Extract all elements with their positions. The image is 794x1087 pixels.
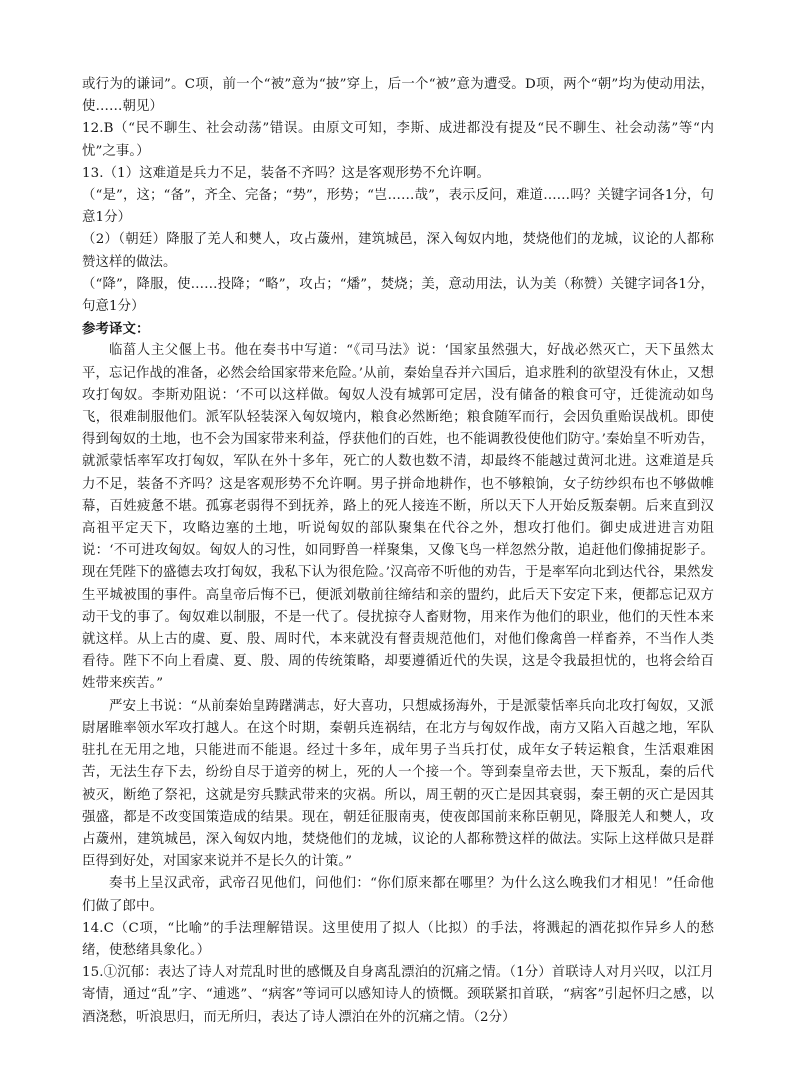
translation-paragraph-emperor-wu: 奏书上呈汉武帝，武帝召见他们，问他们：“你们原来都在哪里？为什么这么晚我们才相见！”任命他们做了郎中。 — [82, 876, 714, 914]
paragraph-answer-12: 12.B（“民不聊生、社会动荡”错误。由原文可知，李斯、成进都没有提及“民不聊生、社会动荡”等“内忧”之事。） — [82, 121, 714, 159]
translation-paragraph-zhufu-yan: 临菑人主父偃上书。他在奏书中写道：“《司马法》说：‘国家虽然强大，好战必然灭亡，天下虽然太平，忘记作战的准备，必然会给国家带来危险。’从前，秦始皇吞并六国后，追求胜利的欲望没有休止，又想攻打匈奴。李斯劝阻说：‘不可以这样做。匈奴人没有城郭可定居，没有储备的粮食可守，迁徙流动如鸟飞，很难制服他们。派军队轻装深入匈奴境内，粮食必然断绝；粮食随军而行，会因负重贻误战机。即使得到匈奴的土地，也不会为国家带来利益，俘获他们的百姓，也不能调教役使他们防守。’秦始皇不听劝告，就派蒙恬率军攻打匈奴，军队在外十多年，死亡的人数也数不清，却最终不能越过黄河北进。这难道是兵力不足，装备不齐吗？这是客观形势不允许啊。男子拼命地耕作，也不够粮饷，女子纺纱织布也不够做帷幕，百姓疲惫不堪。孤寡老弱得不到抚养，路上的死人接连不断，所以天下人开始反叛秦朝。后来直到汉高祖平定天下，攻略边塞的土地，听说匈奴的部队聚集在代谷之外，想攻打他们。御史成进进言劝阻说：‘不可进攻匈奴。匈奴人的习性，如同野兽一样聚集，又像飞鸟一样忽然分散，追赶他们像捕捉影子。现在凭陛下的盛德去攻打匈奴，我私下认为很危险。’汉高帝不听他的劝告，于是率军向北到达代谷，果然发生平城被围的事件。高皇帝后悔不已，便派刘敬前往缔结和亲的盟约，此后天下安定下来，便都忘记双方动干戈的事了。匈奴难以制服，不是一代了。侵扰掠夺人畜财物，用来作为他们的职业，他们的天性本来就这样。从上古的虞、夏、殷、周时代，本来就没有督责规范他们，对他们像禽兽一样畜养，不当作人类看待。陛下不向上看虞、夏、殷、周的传统策略，却要遵循近代的失误，这是令我最担忧的，也将会给百姓带来疾苦。” — [82, 343, 714, 692]
paragraph-answer-13-2: （2）（朝廷）降服了羌人和僰人，攻占薉州，建筑城邑，深入匈奴内地，焚烧他们的龙城，议论的人都称赞这样的做法。 — [82, 232, 714, 270]
paragraph-answer-13-1-scoring: （“是”，这；“备”，齐全、完备；“势”，形势；“岂……哉”，表示反问，难道……吗？关键字词各1分，句意1分） — [82, 188, 714, 226]
paragraph-answer-11-continued: 或行为的谦词”。C项，前一个“被”意为“披”穿上，后一个“被”意为遭受。D项，两个“朝”均为使动用法，使……朝见） — [82, 77, 714, 115]
paragraph-answer-14: 14.C（C项，“比喻”的手法理解错误。这里使用了拟人（比拟）的手法，将溅起的酒花拟作异乡人的愁绪，使愁绪具象化。） — [82, 920, 714, 958]
answer-document — [82, 74, 714, 1029]
reference-translation-heading: 参考译文： — [82, 321, 150, 338]
paragraph-answer-13-2-scoring: （“降”，降服，使……投降；“略”，攻占；“燔”，焚烧；美，意动用法，认为美（称赞）关键字词各1分，句意1分） — [82, 276, 714, 315]
translation-paragraph-yan-an: 严安上书说：“从前秦始皇踌躇满志，好大喜功，只想威扬海外，于是派蒙恬率兵向北攻打匈奴，又派尉屠睢率领水军攻打越人。在这个时期，秦朝兵连祸结，在北方与匈奴作战，南方又陷入百越之地，军队驻扎在无用之地，只能进而不能退。经过十多年，成年男子当兵打仗，成年女子转运粮食，生活艰难困苦，无法生存下去，纷纷自尽于道旁的树上，死的人一个接一个。等到秦皇帝去世，天下叛乱，秦的后代被灭，断绝了祭祀，这就是穷兵黩武带来的灾祸。所以，周王朝的灭亡是因其衰弱，秦王朝的灭亡是因其强盛，都是不改变国策造成的结果。现在，朝廷征服南夷，使夜郎国前来称臣朝见，降服羌人和僰人，攻占薉州，建筑城邑，深入匈奴内地，焚烧他们的龙城，议论的人都称赞这样的做法。实际上这样做只是群臣得到好处，对国家来说并不是长久的计策。” — [82, 698, 714, 870]
paragraph-answer-15: 15.①沉郁：表达了诗人对荒乱时世的感慨及自身离乱漂泊的沉痛之情。（1分）首联诗人对月兴叹，以江月寄情，通过“乱”字、“逋逃”、“病客”等词可以感知诗人的愤慨。颈联紧扣首联，“病客”引起怀归之感，以酒浇愁，听浪思归，而无所归，表达了诗人漂泊在外的沉痛之情。（2分） — [82, 965, 714, 1025]
paragraph-answer-13-1: 13.（1）这难道是兵力不足，装备不齐吗？这是客观形势不允许啊。 — [82, 165, 490, 181]
